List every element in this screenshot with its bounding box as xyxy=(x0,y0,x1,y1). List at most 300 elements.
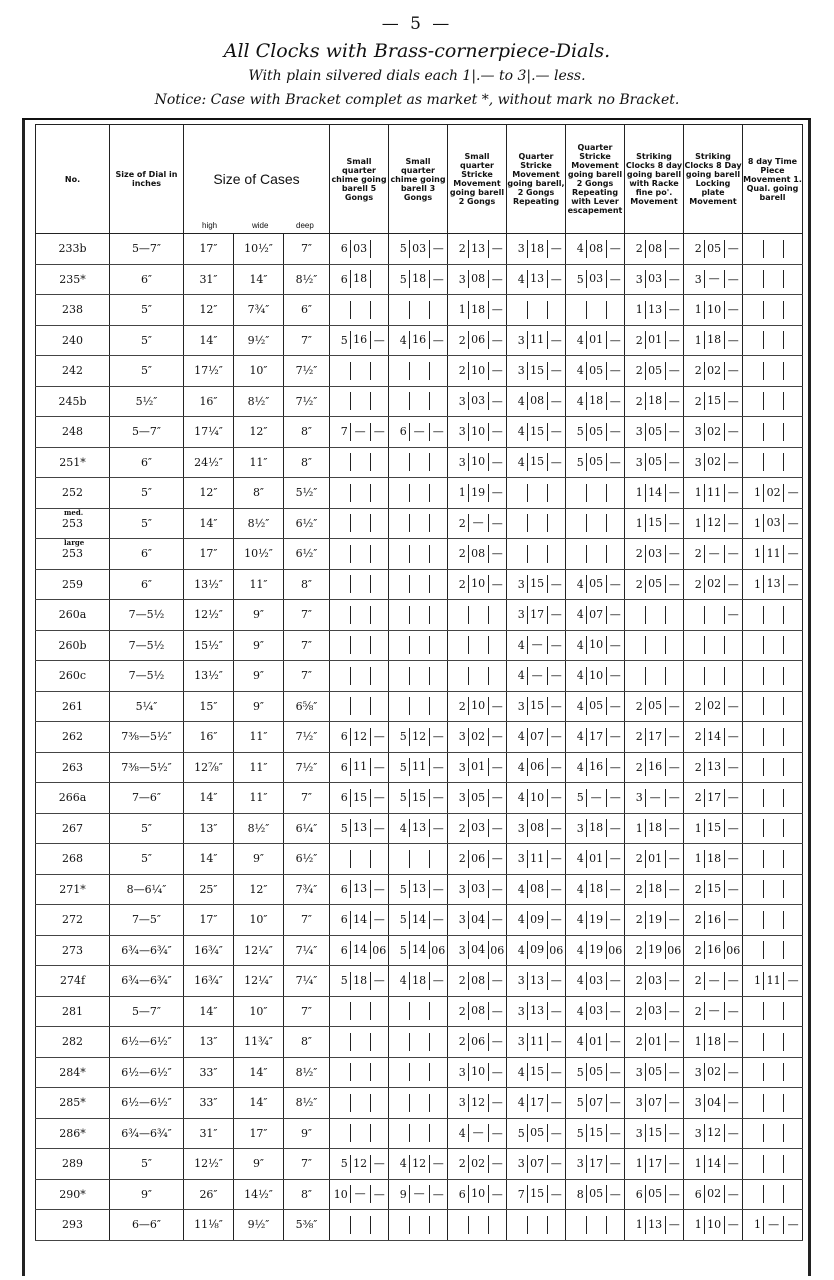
price-pence: — xyxy=(491,1065,503,1079)
dial-size: 5—7″ xyxy=(110,417,184,448)
price-cell xyxy=(743,1210,803,1241)
price-pence: — xyxy=(609,1004,621,1018)
price-shillings: 02 xyxy=(704,697,725,715)
price-shillings: 11 xyxy=(350,758,371,776)
price-shillings xyxy=(763,1002,784,1020)
price-pounds: 5 xyxy=(517,1126,525,1140)
price-cell xyxy=(684,569,743,600)
price-cell xyxy=(448,996,507,1027)
price-pence: — xyxy=(609,1157,621,1171)
price-cell xyxy=(625,1149,684,1180)
price-cell xyxy=(743,844,803,875)
price-pence: — xyxy=(787,974,799,988)
price-shillings: 13 xyxy=(763,575,784,593)
price-pence: — xyxy=(550,577,562,591)
price-pence: — xyxy=(727,333,739,347)
price-shillings: 03 xyxy=(645,270,666,288)
price-cell xyxy=(743,722,803,753)
price-shillings: 11 xyxy=(527,331,548,349)
price-pence: — xyxy=(727,486,739,500)
case-deep: 7″ xyxy=(284,996,330,1027)
price-cell xyxy=(566,691,625,722)
page-number: — 5 — xyxy=(381,14,453,34)
price-cell xyxy=(330,508,389,539)
price-cell xyxy=(389,1210,448,1241)
table-row xyxy=(36,356,803,387)
price-pounds: 1 xyxy=(694,1218,702,1232)
price-pounds: 9 xyxy=(399,1187,407,1201)
price-cell xyxy=(566,325,625,356)
price-pence: 06 xyxy=(726,943,741,957)
dial-size: 9″ xyxy=(110,1179,184,1210)
row-number-label: 281 xyxy=(62,1004,83,1018)
price-cell xyxy=(448,1057,507,1088)
case-deep: 6″ xyxy=(284,295,330,326)
price-pounds: 3 xyxy=(458,425,466,439)
price-cell xyxy=(684,1057,743,1088)
price-shillings: 19 xyxy=(645,941,666,959)
price-pounds: 6 xyxy=(340,272,348,286)
price-shillings xyxy=(763,789,784,807)
price-cell xyxy=(389,813,448,844)
price-cell xyxy=(389,905,448,936)
price-pounds: 2 xyxy=(694,760,702,774)
price-shillings xyxy=(409,392,430,410)
price-shillings xyxy=(409,1002,430,1020)
dial-size: 6″ xyxy=(110,569,184,600)
price-pence: — xyxy=(668,577,680,591)
price-pence: — xyxy=(491,486,503,500)
price-pounds: 2 xyxy=(458,1035,466,1049)
price-pounds: 2 xyxy=(635,699,643,713)
price-pence: 06 xyxy=(667,943,682,957)
price-shillings: 04 xyxy=(468,911,489,929)
price-pence: — xyxy=(491,730,503,744)
price-shillings xyxy=(409,484,430,502)
price-cell xyxy=(743,752,803,783)
price-pounds: 4 xyxy=(517,791,525,805)
header-col8: 8 day Time Piece Movement 1. Qual. going barell xyxy=(743,125,803,234)
price-pence: — xyxy=(550,333,562,347)
price-pounds: 4 xyxy=(399,974,407,988)
price-cell xyxy=(566,752,625,783)
price-cell xyxy=(566,1149,625,1180)
price-cell xyxy=(625,600,684,631)
price-cell xyxy=(507,630,566,661)
table-row xyxy=(36,600,803,631)
price-shillings: 15 xyxy=(586,1124,607,1142)
price-cell xyxy=(625,447,684,478)
table-row xyxy=(36,1149,803,1180)
price-pence: — xyxy=(609,791,621,805)
price-cell xyxy=(389,691,448,722)
price-shillings: — xyxy=(468,514,489,532)
price-shillings xyxy=(763,423,784,441)
price-cell xyxy=(566,1210,625,1241)
price-shillings: — xyxy=(527,636,548,654)
price-shillings xyxy=(350,362,371,380)
dial-size: 5″ xyxy=(110,325,184,356)
price-shillings: 07 xyxy=(527,728,548,746)
case-deep: 7½″ xyxy=(284,356,330,387)
price-shillings: 13 xyxy=(468,240,489,258)
table-row xyxy=(36,264,803,295)
price-pounds: 4 xyxy=(517,394,525,408)
price-shillings: 10 xyxy=(468,1063,489,1081)
price-shillings: 05 xyxy=(645,697,666,715)
price-cell xyxy=(448,234,507,265)
case-wide: 10½″ xyxy=(234,234,284,265)
case-wide: 11″ xyxy=(234,569,284,600)
price-shillings xyxy=(763,606,784,624)
price-cell xyxy=(566,447,625,478)
price-shillings: — xyxy=(350,423,371,441)
price-cell xyxy=(389,935,448,966)
price-cell xyxy=(684,722,743,753)
price-shillings xyxy=(350,1124,371,1142)
price-shillings: 10 xyxy=(468,1185,489,1203)
price-shillings: 19 xyxy=(645,911,666,929)
case-deep: 8″ xyxy=(284,447,330,478)
price-cell xyxy=(448,1027,507,1058)
price-cell xyxy=(507,1118,566,1149)
price-pounds: 3 xyxy=(694,272,702,286)
price-pounds: 4 xyxy=(576,882,584,896)
price-pence: — xyxy=(668,974,680,988)
price-cell xyxy=(625,295,684,326)
price-cell xyxy=(566,722,625,753)
price-cell xyxy=(684,447,743,478)
price-shillings: 18 xyxy=(704,1033,725,1051)
price-shillings xyxy=(527,514,548,532)
price-pounds: 6 xyxy=(340,882,348,896)
price-cell xyxy=(330,783,389,814)
price-cell xyxy=(566,356,625,387)
price-pence: — xyxy=(432,913,444,927)
price-cell xyxy=(684,661,743,692)
price-cell xyxy=(625,478,684,509)
case-wide: 9″ xyxy=(234,600,284,631)
price-pence: — xyxy=(668,1035,680,1049)
header-col4: Quarter Stricke Movement going barell, 2 Gongs Repeating xyxy=(507,125,566,234)
price-pounds: 1 xyxy=(458,303,466,317)
table-row xyxy=(36,966,803,997)
price-pounds: 2 xyxy=(694,974,702,988)
price-shillings: 13 xyxy=(527,972,548,990)
row-number xyxy=(36,264,110,295)
price-pence: — xyxy=(727,1035,739,1049)
price-pence: — xyxy=(609,364,621,378)
price-cell xyxy=(330,905,389,936)
price-cell xyxy=(448,508,507,539)
price-cell xyxy=(625,752,684,783)
price-cell xyxy=(684,996,743,1027)
price-pence: — xyxy=(668,882,680,896)
price-shillings: 08 xyxy=(468,270,489,288)
price-pence: — xyxy=(609,1096,621,1110)
price-cell xyxy=(389,447,448,478)
price-shillings xyxy=(586,514,607,532)
price-pounds: 2 xyxy=(635,577,643,591)
price-pounds: 2 xyxy=(635,1004,643,1018)
page-subtitle: With plain silvered dials each 1|.— to 3|.— less. xyxy=(248,68,586,84)
price-cell xyxy=(330,417,389,448)
dial-size: 6″ xyxy=(110,447,184,478)
row-number-label: 268 xyxy=(62,852,83,866)
price-shillings xyxy=(350,545,371,563)
case-high: 13½″ xyxy=(184,661,234,692)
price-cell xyxy=(625,966,684,997)
price-shillings xyxy=(350,850,371,868)
price-shillings xyxy=(350,484,371,502)
price-shillings: 02 xyxy=(704,1063,725,1081)
price-shillings: 07 xyxy=(586,606,607,624)
price-pence: — xyxy=(609,577,621,591)
price-shillings xyxy=(409,636,430,654)
price-pounds: 6 xyxy=(340,730,348,744)
price-shillings: 15 xyxy=(704,819,725,837)
price-pence: — xyxy=(727,516,739,530)
table-row xyxy=(36,691,803,722)
row-number-label: 251* xyxy=(59,455,86,469)
price-shillings: 03 xyxy=(409,240,430,258)
dial-size: 5″ xyxy=(110,1149,184,1180)
case-deep: 8½″ xyxy=(284,1088,330,1119)
price-pence: — xyxy=(432,730,444,744)
price-pence: — xyxy=(373,913,385,927)
price-cell xyxy=(743,600,803,631)
price-pence: — xyxy=(491,303,503,317)
price-pence: — xyxy=(491,394,503,408)
dial-size: 6¾—6¾″ xyxy=(110,1118,184,1149)
price-pence: 06 xyxy=(431,943,446,957)
price-cell xyxy=(448,1088,507,1119)
table-row xyxy=(36,844,803,875)
price-pence: — xyxy=(609,1187,621,1201)
price-cell xyxy=(448,752,507,783)
case-wide: 10″ xyxy=(234,905,284,936)
price-shillings: 17 xyxy=(586,1155,607,1173)
price-shillings: 11 xyxy=(527,850,548,868)
table-body xyxy=(36,234,803,1241)
price-cell xyxy=(625,722,684,753)
price-cell xyxy=(389,1179,448,1210)
case-deep: 7½″ xyxy=(284,722,330,753)
price-shillings: 17 xyxy=(527,1094,548,1112)
price-shillings: 13 xyxy=(527,270,548,288)
case-deep: 8″ xyxy=(284,1179,330,1210)
price-pounds: 3 xyxy=(694,1126,702,1140)
price-cell xyxy=(684,600,743,631)
price-shillings: 03 xyxy=(586,972,607,990)
price-cell xyxy=(389,1057,448,1088)
price-cell xyxy=(389,234,448,265)
price-shillings xyxy=(763,362,784,380)
price-shillings: 18 xyxy=(350,972,371,990)
table-row xyxy=(36,935,803,966)
price-shillings xyxy=(350,1033,371,1051)
price-cell xyxy=(507,356,566,387)
header-no: No. xyxy=(36,125,110,234)
price-cell xyxy=(448,1149,507,1180)
price-cell xyxy=(448,356,507,387)
price-shillings: 10 xyxy=(704,301,725,319)
price-cell xyxy=(448,935,507,966)
price-cell xyxy=(684,1088,743,1119)
price-shillings: 18 xyxy=(409,270,430,288)
price-cell xyxy=(684,417,743,448)
price-cell xyxy=(625,874,684,905)
price-cell xyxy=(507,447,566,478)
price-cell xyxy=(448,966,507,997)
price-pence: — xyxy=(491,791,503,805)
table-row xyxy=(36,478,803,509)
price-pounds: 1 xyxy=(694,852,702,866)
price-pence: — xyxy=(668,821,680,835)
dial-size: 7—5″ xyxy=(110,905,184,936)
price-pounds: 1 xyxy=(635,821,643,835)
price-pounds: 1 xyxy=(458,486,466,500)
price-pence: — xyxy=(609,974,621,988)
price-shillings xyxy=(468,1216,489,1234)
price-shillings: 08 xyxy=(527,819,548,837)
price-cell xyxy=(566,478,625,509)
price-shillings: 14 xyxy=(350,911,371,929)
price-cell xyxy=(566,966,625,997)
price-cell xyxy=(389,508,448,539)
table-row xyxy=(36,539,803,570)
price-shillings xyxy=(468,636,489,654)
price-pounds: 2 xyxy=(635,760,643,774)
price-shillings xyxy=(763,1155,784,1173)
price-cell xyxy=(507,813,566,844)
dial-size: 6½—6½″ xyxy=(110,1088,184,1119)
row-number-label: 263 xyxy=(62,760,83,774)
price-shillings xyxy=(763,1094,784,1112)
table-row xyxy=(36,569,803,600)
price-cell xyxy=(566,600,625,631)
price-cell xyxy=(507,966,566,997)
price-shillings: 13 xyxy=(350,819,371,837)
price-cell xyxy=(625,844,684,875)
case-wide: 9″ xyxy=(234,844,284,875)
price-pence: — xyxy=(609,272,621,286)
price-cell xyxy=(684,386,743,417)
price-pounds: 3 xyxy=(458,791,466,805)
price-cell xyxy=(330,966,389,997)
price-shillings xyxy=(527,484,548,502)
price-shillings: 01 xyxy=(645,850,666,868)
price-pence: — xyxy=(727,577,739,591)
price-pounds: 2 xyxy=(458,364,466,378)
price-cell xyxy=(448,722,507,753)
price-pence: — xyxy=(609,852,621,866)
price-shillings xyxy=(763,1124,784,1142)
price-pounds: 1 xyxy=(694,1035,702,1049)
table-row xyxy=(36,386,803,417)
row-number-label: 245b xyxy=(58,394,87,408)
price-cell xyxy=(330,447,389,478)
price-pence: — xyxy=(432,821,444,835)
price-cell xyxy=(566,813,625,844)
row-number-label: 272 xyxy=(62,913,83,927)
price-pounds: 3 xyxy=(517,364,525,378)
dial-size: 6¾—6¾″ xyxy=(110,935,184,966)
price-pounds: 5 xyxy=(399,730,407,744)
price-pence: — xyxy=(609,608,621,622)
price-pence: — xyxy=(550,730,562,744)
row-number xyxy=(36,752,110,783)
price-cell xyxy=(684,905,743,936)
price-shillings: 02 xyxy=(704,575,725,593)
price-shillings: 01 xyxy=(645,1033,666,1051)
price-pounds: 5 xyxy=(399,943,407,957)
price-shillings: 15 xyxy=(527,697,548,715)
price-cell xyxy=(330,264,389,295)
price-cell xyxy=(330,295,389,326)
price-pounds: 6 xyxy=(340,791,348,805)
price-pounds: 8 xyxy=(576,1187,584,1201)
price-cell xyxy=(507,1027,566,1058)
case-wide: 14″ xyxy=(234,264,284,295)
table-row xyxy=(36,996,803,1027)
price-pounds: 3 xyxy=(458,272,466,286)
price-cell xyxy=(566,935,625,966)
price-shillings: 03 xyxy=(763,514,784,532)
price-shillings xyxy=(527,1216,548,1234)
case-deep: 6½″ xyxy=(284,539,330,570)
price-pence: — xyxy=(668,852,680,866)
price-cell xyxy=(566,905,625,936)
price-shillings: 18 xyxy=(409,972,430,990)
price-pence: — xyxy=(373,730,385,744)
price-pence: — xyxy=(609,1035,621,1049)
price-shillings: 16 xyxy=(645,758,666,776)
price-pence: — xyxy=(550,1004,562,1018)
price-cell xyxy=(389,356,448,387)
price-cell xyxy=(625,325,684,356)
row-number xyxy=(36,1027,110,1058)
row-number xyxy=(36,935,110,966)
price-cell xyxy=(684,630,743,661)
price-pence: — xyxy=(550,974,562,988)
price-shillings: 15 xyxy=(527,575,548,593)
price-shillings xyxy=(763,667,784,685)
price-shillings xyxy=(763,728,784,746)
case-high: 12″ xyxy=(184,295,234,326)
row-number xyxy=(36,325,110,356)
price-pence: — xyxy=(550,394,562,408)
price-cell xyxy=(743,478,803,509)
price-shillings: 08 xyxy=(645,240,666,258)
price-pounds: 4 xyxy=(517,1096,525,1110)
price-pence: — xyxy=(668,333,680,347)
price-shillings xyxy=(350,1216,371,1234)
price-pounds: 3 xyxy=(694,1065,702,1079)
price-pence: — xyxy=(668,1004,680,1018)
row-number xyxy=(36,1149,110,1180)
price-shillings xyxy=(645,667,666,685)
price-pounds: 2 xyxy=(635,547,643,561)
price-pence: — xyxy=(727,1065,739,1079)
price-cell xyxy=(625,356,684,387)
case-deep: 7″ xyxy=(284,1149,330,1180)
price-pence: — xyxy=(432,272,444,286)
price-shillings: 08 xyxy=(468,972,489,990)
price-pence: — xyxy=(668,1157,680,1171)
price-shillings: 05 xyxy=(527,1124,548,1142)
price-shillings xyxy=(468,667,489,685)
